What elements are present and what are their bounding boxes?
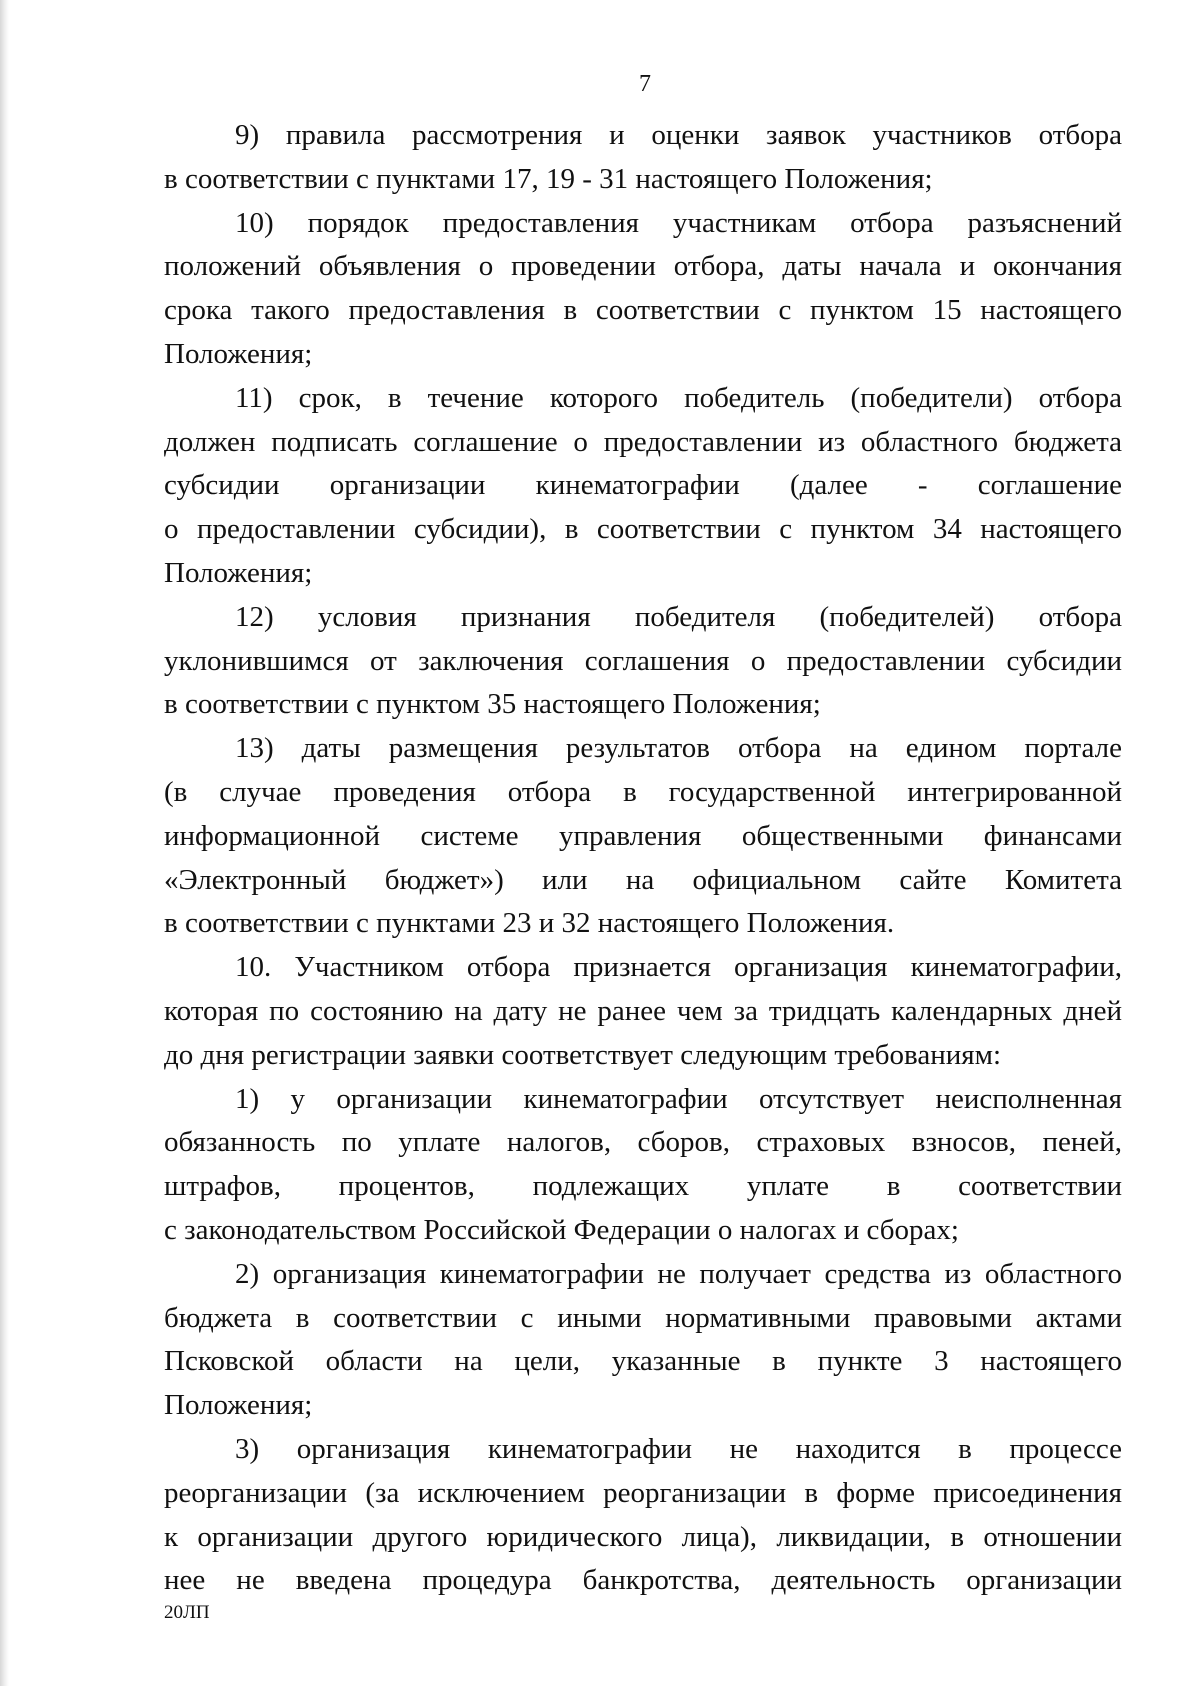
text-line: информационной системе управления общественными финансами — [164, 819, 1122, 852]
text-line: 12) условия признания победителя (победителей) отбора — [235, 600, 1122, 633]
text-line: 2) организация кинематографии не получает средства из областного — [235, 1257, 1122, 1290]
text-line: в соответствии с пунктом 35 настоящего Положения; — [164, 688, 821, 721]
text-line: в соответствии с пунктами 17, 19 - 31 настоящего Положения; — [164, 162, 933, 195]
text-line: «Электронный бюджет») или на официальном сайте Комитета — [164, 863, 1122, 896]
text-line: обязанность по уплате налогов, сборов, страховых взносов, пеней, — [164, 1126, 1122, 1159]
text-line: 10) порядок предоставления участникам отбора разъяснений — [235, 206, 1122, 239]
text-line: субсидии организации кинематографии (далее - соглашение — [164, 469, 1122, 502]
text-line: должен подписать соглашение о предоставлении из областного бюджета — [164, 425, 1122, 458]
text-line: 3) организация кинематографии не находится в процессе — [235, 1432, 1122, 1465]
text-line: 10. Участником отбора признается организация кинематографии, — [235, 951, 1122, 984]
text-line: 11) срок, в течение которого победитель (победители) отбора — [235, 381, 1122, 414]
text-line: бюджета в соответствии с иными нормативными правовыми актами — [164, 1301, 1122, 1334]
text-line: уклонившимся от заключения соглашения о предоставлении субсидии — [164, 644, 1122, 677]
scan-edge-shadow — [0, 0, 9, 1686]
text-line: 13) даты размещения результатов отбора на едином портале — [235, 732, 1122, 765]
text-line: (в случае проведения отбора в государственной интегрированной — [164, 775, 1122, 808]
text-line: срока такого предоставления в соответствии с пунктом 15 настоящего — [164, 294, 1122, 327]
document-code: 20ЛП — [164, 1602, 210, 1623]
text-line: к организации другого юридического лица), ликвидации, в отношении — [164, 1520, 1122, 1553]
text-line: Положения; — [164, 337, 313, 370]
text-line: положений объявления о проведении отбора, даты начала и окончания — [164, 250, 1122, 283]
text-line: реорганизации (за исключением реорганизации в форме присоединения — [164, 1476, 1122, 1509]
text-line: Положения; — [164, 1389, 313, 1422]
text-line: 9) правила рассмотрения и оценки заявок участников отбора — [235, 119, 1122, 151]
text-line: о предоставлении субсидии), в соответствии с пунктом 34 настоящего — [164, 513, 1122, 546]
text-line: в соответствии с пунктами 23 и 32 настоящего Положения. — [164, 907, 895, 940]
text-line: штрафов, процентов, подлежащих уплате в соответствии — [164, 1170, 1122, 1203]
page-number: 7 — [639, 71, 651, 97]
document-body — [164, 114, 1122, 1603]
text-line: нее не введена процедура банкротства, деятельность организации — [164, 1564, 1122, 1597]
text-line: с законодательством Российской Федерации о налогах и сборах; — [164, 1213, 959, 1246]
text-line: Положения; — [164, 556, 313, 589]
text-line: Псковской области на цели, указанные в пункте 3 настоящего — [164, 1345, 1122, 1378]
text-line: до дня регистрации заявки соответствует следующим требованиям: — [164, 1038, 1002, 1071]
text-line: 1) у организации кинематографии отсутствует неисполненная — [235, 1082, 1122, 1115]
text-line: которая по состоянию на дату не ранее чем за тридцать календарных дней — [164, 994, 1122, 1027]
